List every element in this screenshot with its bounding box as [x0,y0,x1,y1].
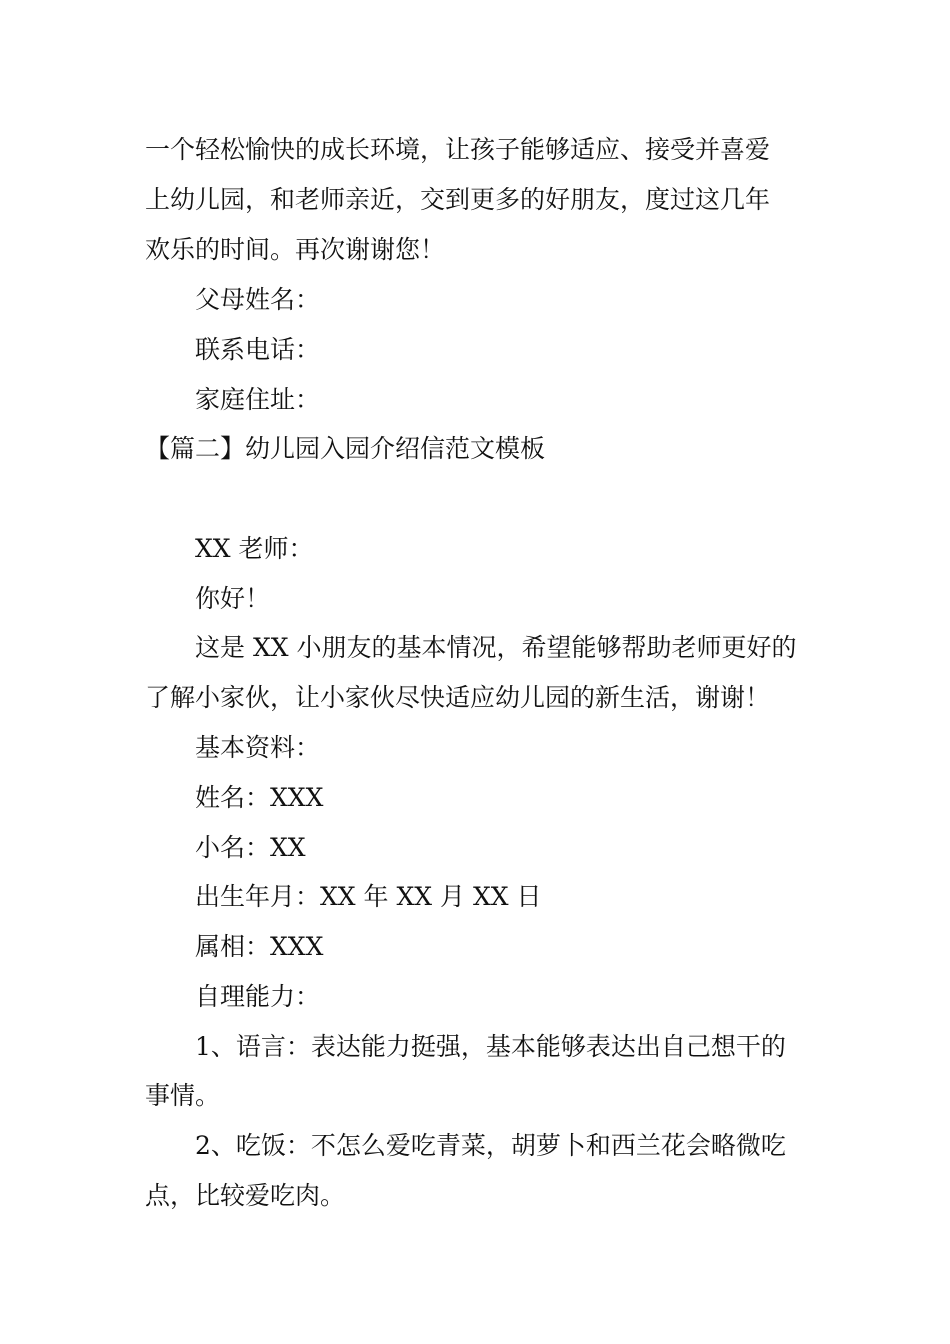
list-item-continuation: 事情。 [145,1081,221,1110]
field-nickname: 小名：XX [195,833,306,862]
salutation: XX 老师： [195,534,314,563]
field-phone: 联系电话： [195,335,321,364]
greeting: 你好！ [195,584,271,613]
subheading-self-care: 自理能力： [195,982,321,1011]
paragraph-line: 这是 XX 小朋友的基本情况，希望能够帮助老师更好的 [195,633,797,662]
section-heading: 【篇二】幼儿园入园介绍信范文模板 [145,434,546,463]
field-zodiac: 属相：XXX [195,932,324,961]
field-address: 家庭住址： [195,385,321,414]
paragraph-line: 了解小家伙，让小家伙尽快适应幼儿园的新生活，谢谢！ [145,683,771,712]
list-item-continuation: 点，比较爱吃肉。 [145,1181,346,1210]
list-item: 2、吃饭：不怎么爱吃青菜，胡萝卜和西兰花会略微吃 [195,1131,786,1160]
field-name: 姓名：XXX [195,783,324,812]
field-birthdate: 出生年月：XX 年 XX 月 XX 日 [195,882,542,911]
list-item: 1、语言：表达能力挺强，基本能够表达出自己想干的 [195,1032,786,1061]
paragraph-line: 上幼儿园，和老师亲近，交到更多的好朋友，度过这几年 [145,185,771,214]
subheading-basic-info: 基本资料： [195,733,321,762]
field-parent-name: 父母姓名： [195,285,321,314]
paragraph-line: 一个轻松愉快的成长环境，让孩子能够适应、接受并喜爱 [145,135,771,164]
paragraph-line: 欢乐的时间。再次谢谢您！ [145,235,446,264]
